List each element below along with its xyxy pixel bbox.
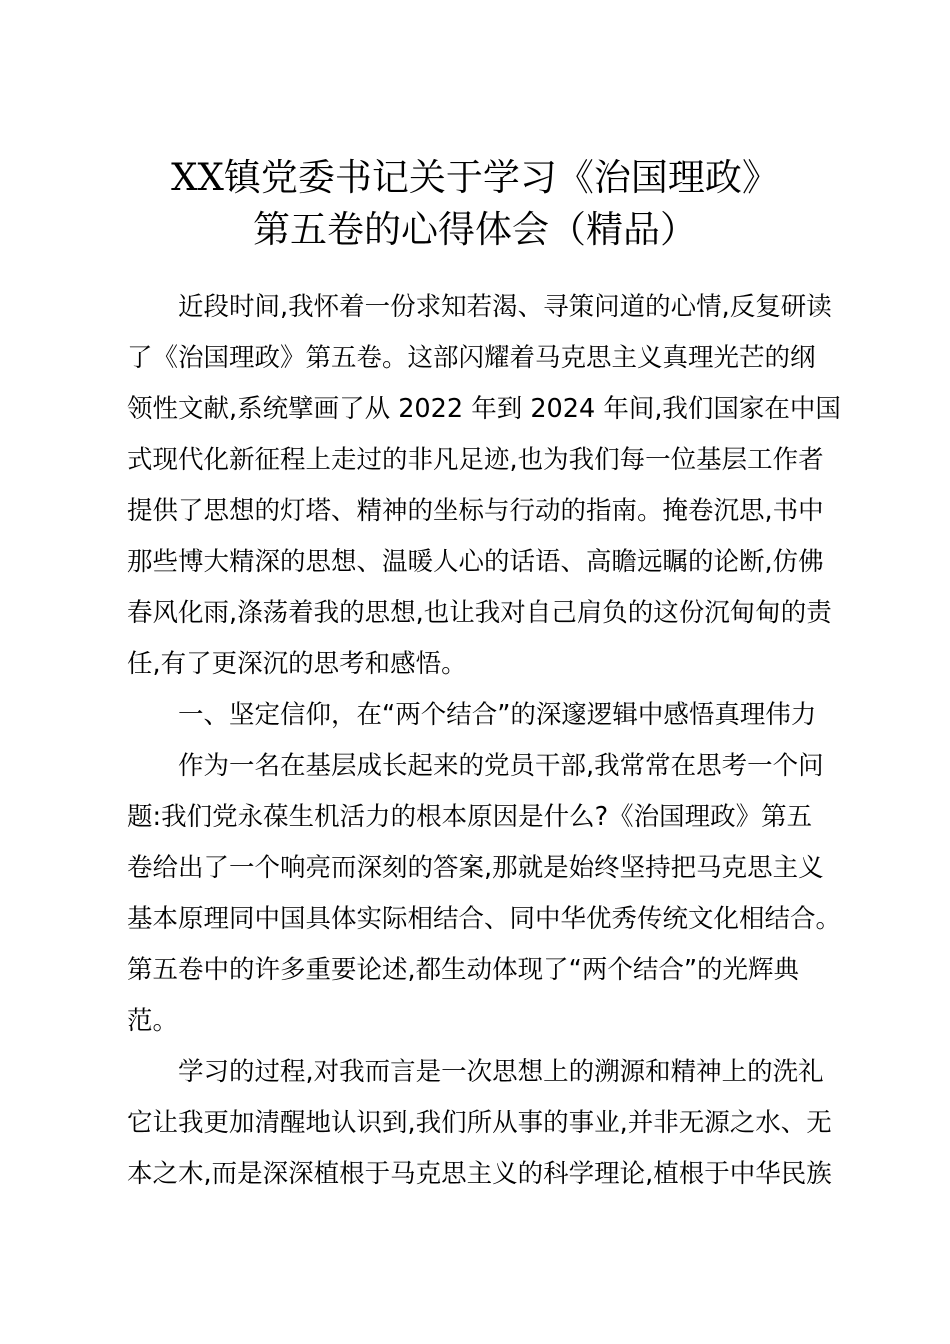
paragraph-2-line-4: 基本原理同中国具体实际相结合、同中华优秀传统文化相结合。 — [127, 904, 842, 934]
paragraph-3-line-1: 学习的过程,对我而言是一次思想上的溯源和精神上的洗礼 — [178, 1057, 824, 1087]
paragraph-1-line-2: 了《治国理政》第五卷。这部闪耀着马克思主义真理光芒的纲 — [127, 343, 816, 373]
section-heading-1: 一、坚定信仰，在“两个结合”的深邃逻辑中感悟真理伟力 — [178, 700, 817, 730]
paragraph-2-line-5: 第五卷中的许多重要论述,都生动体现了“两个结合”的光辉典 — [127, 955, 800, 985]
paragraph-2-line-3: 卷给出了一个响亮而深刻的答案,那就是始终坚持把马克思主义 — [127, 853, 824, 883]
paragraph-1-line-8: 任,有了更深沉的思考和感悟。 — [127, 649, 467, 679]
paragraph-2-line-6: 范。 — [127, 1006, 179, 1036]
paragraph-3-line-2: 它让我更加清醒地认识到,我们所从事的事业,并非无源之水、无 — [127, 1108, 832, 1138]
paragraph-1-line-1: 近段时间,我怀着一份求知若渴、寻策问道的心情,反复研读 — [178, 292, 832, 322]
paragraph-3-line-3: 本之木,而是深深植根于马克思主义的科学理论,植根于中华民族 — [127, 1159, 832, 1189]
paragraph-1-line-6: 那些博大精深的思想、温暖人心的话语、高瞻远瞩的论断,仿佛 — [127, 547, 824, 577]
paragraph-1-line-7: 春风化雨,涤荡着我的思想,也让我对自己肩负的这份沉甸甸的责 — [127, 598, 832, 628]
paragraph-1-line-3: 领性文献,系统擘画了从 2022 年到 2024 年间,我们国家在中国 — [127, 394, 841, 424]
document-title-line-2: 第五卷的心得体会（精品） — [253, 208, 697, 251]
paragraph-1-line-4: 式现代化新征程上走过的非凡足迹,也为我们每一位基层工作者 — [127, 445, 824, 475]
paragraph-1-line-5: 提供了思想的灯塔、精神的坐标与行动的指南。掩卷沉思,书中 — [127, 496, 824, 526]
document-title-line-1: XX镇党委书记关于学习《治国理政》 — [171, 156, 779, 199]
paragraph-2-line-2: 题:我们党永葆生机活力的根本原因是什么?《治国理政》第五 — [127, 802, 813, 832]
paragraph-2-line-1: 作为一名在基层成长起来的党员干部,我常常在思考一个问 — [178, 751, 824, 781]
